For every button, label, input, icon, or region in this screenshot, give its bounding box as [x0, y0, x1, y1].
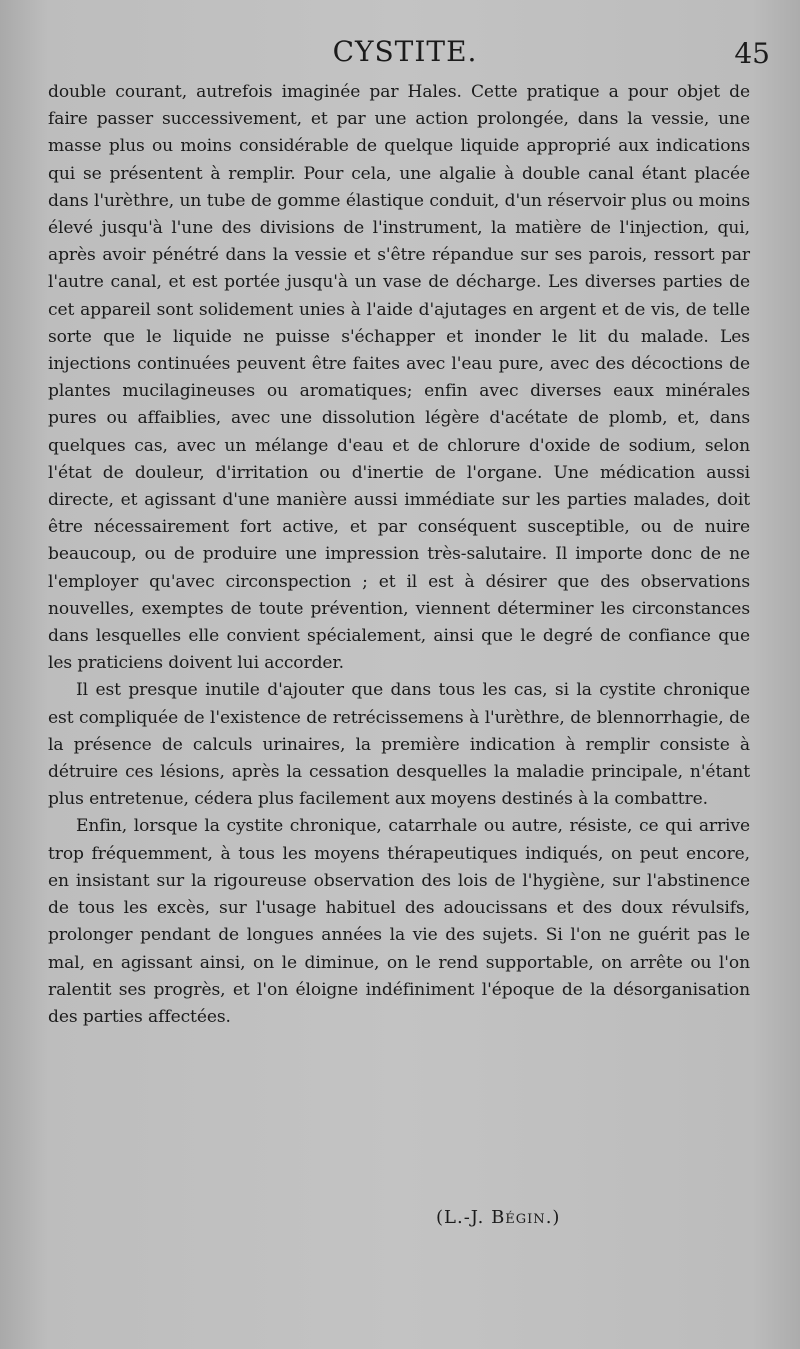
signature-open: ( — [436, 1207, 445, 1228]
signature-close: .) — [545, 1207, 561, 1228]
page-number: 45 — [734, 37, 770, 70]
signature-name: Bégin — [491, 1207, 546, 1228]
page-header — [40, 35, 770, 75]
page-body — [48, 79, 750, 1031]
author-signature — [436, 1207, 560, 1228]
paragraph-3: Enfin, lorsque la cystite chronique, catarrhale ou autre, résiste, ce qui arrive trop fréquemment, à tous les moyens thérapeutiques indiqués, on peut encore, en insistant sur la rigoureuse observation des lois de l'hygiène, sur l'abstinence de tous les excès, sur l'usage habituel des adoucissans et des doux révulsifs, prolonger pendant de longues années la vie des sujets. Si l'on ne guérit pas le mal, en agissant ainsi, on le diminue, on le rend supportable, on arrête ou l'on ralentit ses progrès, et l'on éloigne indéfiniment l'époque de la désorganisation des parties affectées. — [48, 816, 750, 1027]
signature-initials: L.-J. — [444, 1207, 492, 1228]
paragraph-1: double courant, autrefois imaginée par Hales. Cette pratique a pour objet de faire passer successivement, et par une action prolongée, dans la vessie, une masse plus ou moins considérable de quelque liquide approprié aux indications qui se présentent à remplir. Pour cela, une algalie à double canal étant placée dans l'urèthre, un tube de gomme élastique conduit, d'un réservoir plus ou moins élevé jusqu'à l'une des divisions de l'instrument, la matière de l'injection, qui, après avoir pénétré dans la vessie et s'être répandue sur ses parois, ressort par l'autre canal, et est portée jusqu'à un vase de décharge. Les diverses parties de cet appareil sont solidement unies à l'aide d'ajutages en argent et de vis, de telle sorte que le liquide ne puisse s'échapper et inonder le lit du malade. Les injections continuées peuvent être faites avec l'eau pure, avec des décoctions de plantes mucilagineuses ou aromatiques; enfin avec diverses eaux minérales pures ou affaiblies, avec une dissolution légère d'acétate de plomb, et, dans quelques cas, avec un mélange d'eau et de chlorure d'oxide de sodium, selon l'état de douleur, d'irritation ou d'inertie de l'organe. Une médication aussi directe, et agissant d'une manière aussi immédiate sur les parties malades, doit être nécessairement fort active, et par conséquent susceptible, ou de nuire beaucoup, ou de produire une impression très-salutaire. Il importe donc de ne l'employer qu'avec circonspection ; et il est à désirer que des observations nouvelles, exemptes de toute prévention, viennent déterminer les circonstances dans lesquelles elle convient spécialement, ainsi que le degré de confiance que les praticiens doivent lui accorder. — [48, 82, 750, 674]
running-title: CYSTITE. — [332, 35, 478, 68]
paragraph-2: Il est presque inutile d'ajouter que dans tous les cas, si la cystite chronique est compliquée de l'existence de retrécissemens à l'urèthre, de blennorrhagie, de la présence de calculs urinaires, la première indication à remplir consiste à détruire ces lésions, après la cessation desquelles la maladie principale, n'étant plus entretenue, cédera plus facilement aux moyens destinés à la combattre. — [48, 680, 750, 810]
